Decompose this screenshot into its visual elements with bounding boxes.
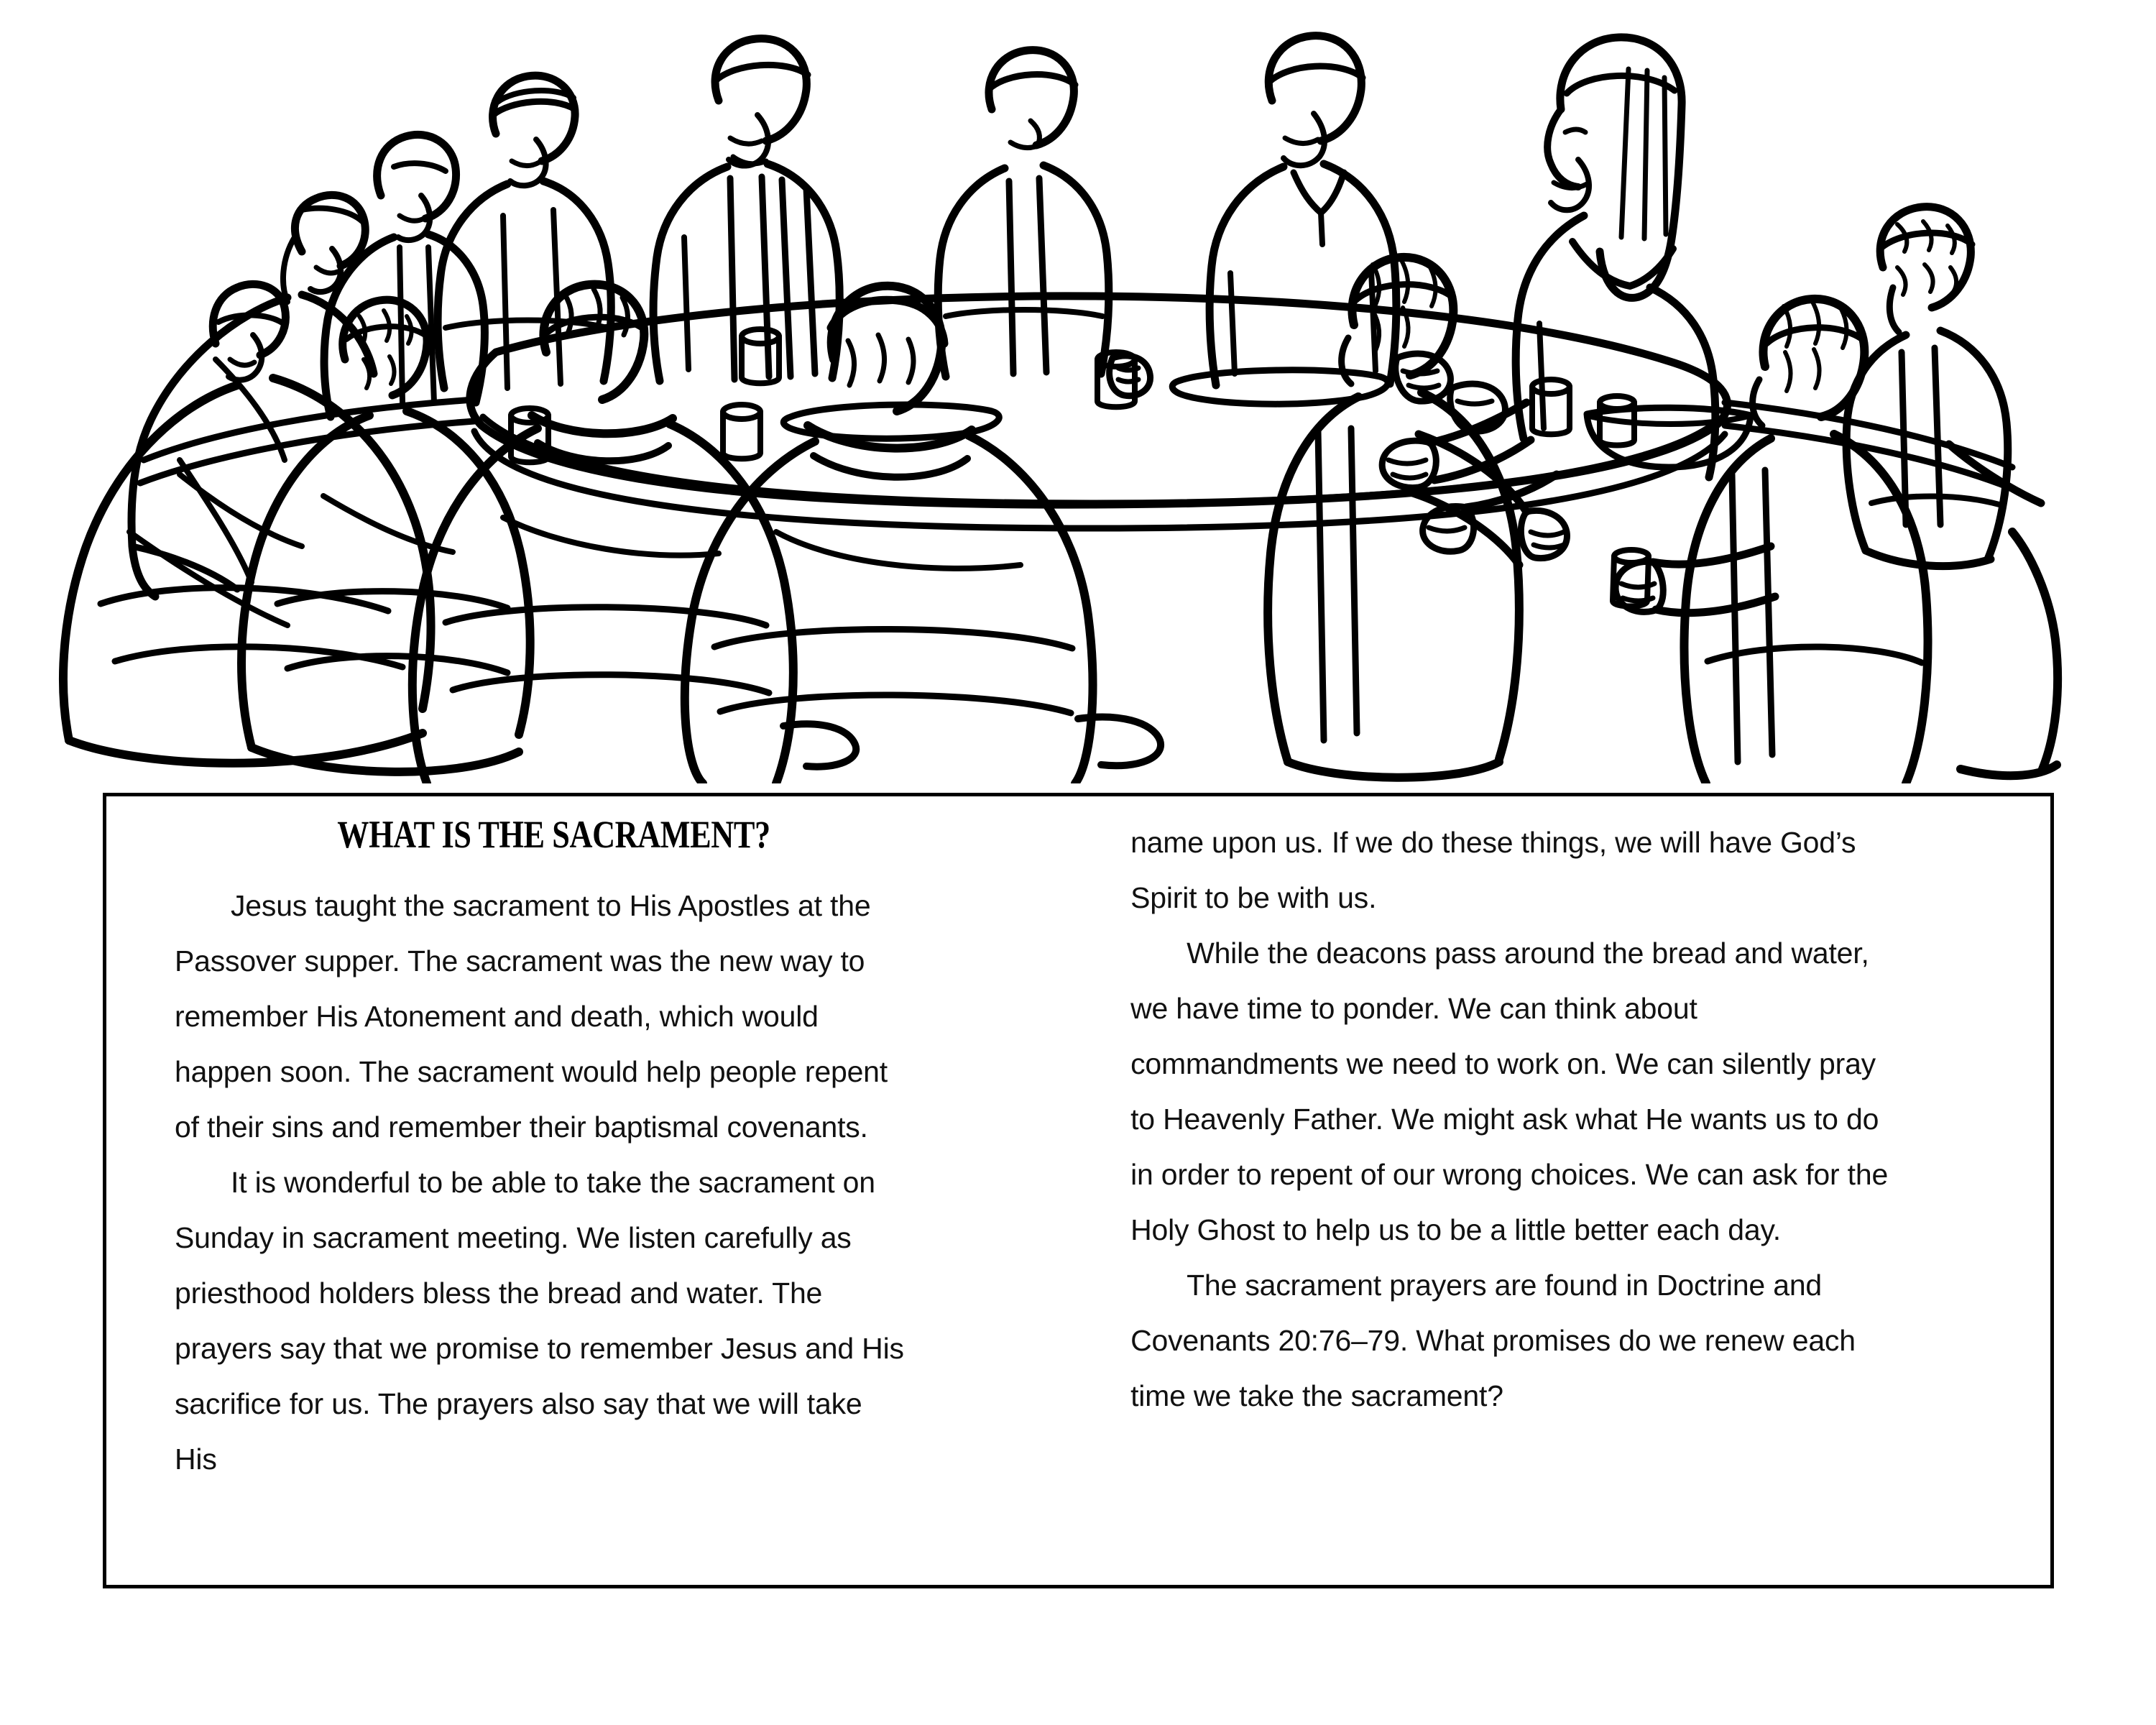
apostle-figure [324, 134, 484, 417]
paragraph: It is wonderful to be able to take the sacrament on Sunday in sacrament meeting. We listen carefully as priesthood holders bless the bread and water. The prayers say that we promise to remember Jesus and His sacrifice for us. The prayers also say that we will take His [175, 1166, 904, 1476]
article-left-column [106, 796, 1066, 1585]
paragraph: While the deacons pass around the bread and water, we have time to ponder. We can think about commandments we need to work on. We can silently pray to Heavenly Father. We might ask what He wants us to do in order to repent of our wrong choices. We can ask for the Holy Ghost to help us to be a little better each day. [1130, 937, 1889, 1246]
paragraph: Jesus taught the sacrament to His Apostles at the Passover supper. The sacrament was the new way to remember His Atonement and death, which would happen soon. The sacrament would help people repent of their sins and remember their baptismal covenants. [175, 889, 888, 1144]
last-supper-illustration [0, 0, 2156, 783]
apostle-figure [132, 195, 374, 597]
page-title: WHAT IS THE SACRAMENT? [337, 813, 770, 856]
illustration-panel [0, 0, 2156, 783]
paragraph: name upon us. If we do these things, we will have God’s Spirit to be with us. [1130, 826, 1856, 914]
article-right-column [1066, 796, 2050, 1585]
paragraph: The sacrament prayers are found in Doctrine and Covenants 20:76–79. What promises do we renew each time we take the sacrament? [1130, 1269, 1856, 1412]
article-columns [106, 796, 2050, 1585]
apostle-figure [1846, 207, 2008, 566]
article-text-box [103, 793, 2054, 1588]
